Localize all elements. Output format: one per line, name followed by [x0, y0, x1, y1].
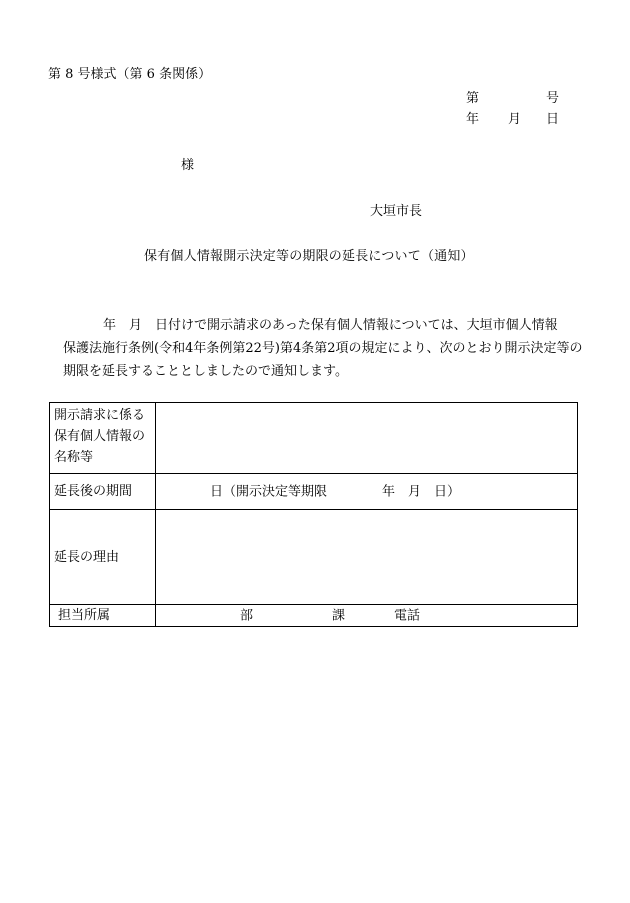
body-line-2: 保護法施行条例(令和4年条例第22号)第4条第2項の規定により、次のとおり開示決定等の [63, 341, 583, 356]
table-row [50, 403, 578, 474]
document-number-label: 第 [466, 91, 480, 106]
info-name-value-cell[interactable] [156, 403, 578, 474]
extended-period-deadline-text: 年 月 日） [382, 484, 461, 499]
sender-name: 大垣市長 [370, 204, 423, 219]
table-row [50, 510, 578, 605]
department-label: 部 [240, 608, 254, 623]
extended-period-label: 延長後の期間 [50, 474, 156, 510]
form-reference: 第 8 号様式（第 6 条関係） [48, 67, 212, 82]
responsible-dept-value-cell[interactable] [156, 605, 578, 627]
phone-label: 電話 [394, 608, 421, 623]
date-year-label: 年 [466, 112, 480, 127]
extended-period-value-cell[interactable] [156, 474, 578, 510]
table-row [50, 474, 578, 510]
document-title: 保有個人情報開示決定等の期限の延長について（通知） [144, 249, 474, 264]
info-name-label-line-1: 開示請求に係る [54, 408, 146, 423]
date-day-label: 日 [546, 112, 560, 127]
body-line-1: 年 月 日付けで開示請求のあった保有個人情報については、大垣市個人情報 [103, 318, 558, 333]
date-month-label: 月 [508, 112, 522, 127]
section-label: 課 [332, 608, 346, 623]
responsible-dept-label: 担当所属 [50, 605, 156, 627]
info-name-label-line-3: 名称等 [54, 450, 94, 465]
document-number-suffix: 号 [546, 91, 560, 106]
info-name-label-line-2: 保有個人情報の [54, 429, 146, 444]
info-name-label-cell [50, 403, 156, 474]
table-row [50, 605, 578, 627]
addressee-suffix: 様 [181, 158, 195, 173]
extension-details-table [49, 402, 578, 627]
extended-period-day-text: 日（開示決定等期限 [210, 484, 328, 499]
extension-reason-label: 延長の理由 [50, 510, 156, 605]
body-line-3: 期限を延長することとしましたので通知します。 [63, 364, 348, 379]
extension-reason-value-cell[interactable] [156, 510, 578, 605]
